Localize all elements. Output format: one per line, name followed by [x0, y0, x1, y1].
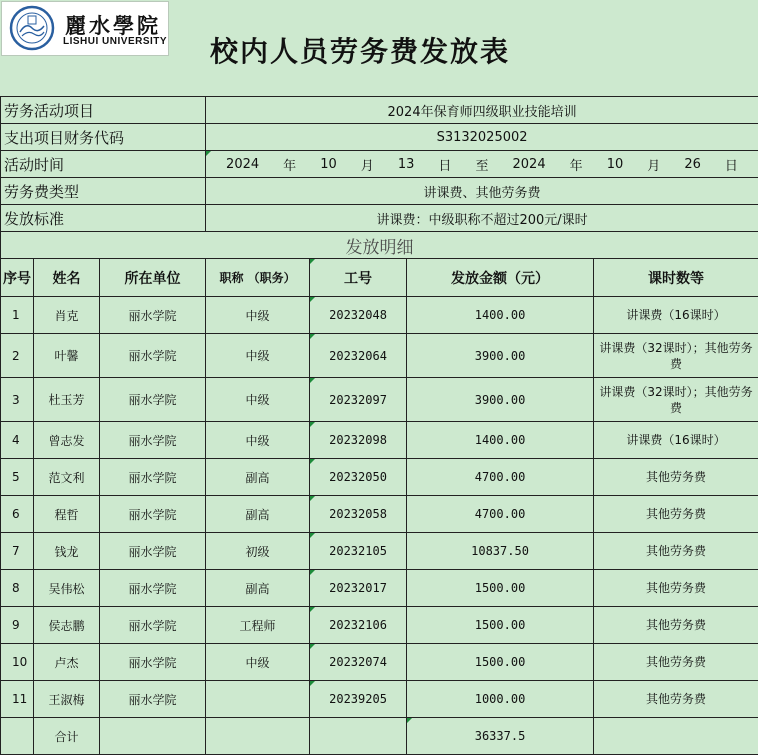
row-hours: 其他劳务费 [594, 681, 758, 718]
table-header-row [1, 259, 758, 297]
row-amount: 10837.50 [407, 533, 594, 570]
row-name: 卢杰 [34, 644, 100, 681]
col-unit: 所在单位 [100, 259, 206, 297]
row-seq: 6 [1, 496, 34, 533]
row-unit: 丽水学院 [100, 334, 206, 378]
total-row [1, 718, 758, 755]
university-logo [1, 1, 169, 56]
table-row [1, 681, 758, 718]
row-title: 中级 [206, 378, 310, 422]
row-unit: 丽水学院 [100, 378, 206, 422]
row-unit: 丽水学院 [100, 533, 206, 570]
row-title: 中级 [206, 297, 310, 334]
row-amount: 4700.00 [407, 459, 594, 496]
row-name: 杜玉芳 [34, 378, 100, 422]
row-id: 20232050 [310, 459, 407, 496]
payment-table [0, 96, 758, 755]
row-hours: 讲课费（16课时） [594, 422, 758, 459]
row-unit: 丽水学院 [100, 496, 206, 533]
row-title: 副高 [206, 459, 310, 496]
row-id: 20232097 [310, 378, 407, 422]
row-seq: 2 [1, 334, 34, 378]
total-label: 合计 [34, 718, 100, 755]
section-title: 发放明细 [1, 232, 758, 259]
project-label: 劳务活动项目 [1, 97, 206, 124]
header [0, 0, 758, 96]
start-year: 2024 [226, 157, 259, 172]
info-row-project [1, 97, 758, 124]
end-day: 26 [684, 157, 701, 172]
col-seq: 序号 [1, 259, 34, 297]
row-name: 吴伟松 [34, 570, 100, 607]
row-amount: 1500.00 [407, 644, 594, 681]
row-unit: 丽水学院 [100, 570, 206, 607]
row-hours: 讲课费（16课时） [594, 297, 758, 334]
row-id: 20232074 [310, 644, 407, 681]
row-title: 副高 [206, 496, 310, 533]
university-seal-icon [6, 4, 62, 54]
row-amount: 3900.00 [407, 378, 594, 422]
data-rows [1, 297, 758, 718]
total-blank [206, 718, 310, 755]
section-row [1, 232, 758, 259]
type-label: 劳务费类型 [1, 178, 206, 205]
table-row [1, 459, 758, 496]
month-unit: 月 [647, 155, 660, 174]
to-text: 至 [475, 155, 488, 174]
table-row [1, 334, 758, 378]
row-id: 20232106 [310, 607, 407, 644]
row-id: 20232064 [310, 334, 407, 378]
row-id: 20239205 [310, 681, 407, 718]
total-amount: 36337.5 [407, 718, 594, 755]
row-hours: 其他劳务费 [594, 533, 758, 570]
code-label: 支出项目财务代码 [1, 124, 206, 151]
row-name: 钱龙 [34, 533, 100, 570]
day-unit: 日 [438, 155, 451, 174]
row-amount: 1500.00 [407, 607, 594, 644]
code-value: S3132025002 [206, 124, 758, 151]
row-name: 侯志鹏 [34, 607, 100, 644]
start-day: 13 [398, 157, 415, 172]
row-seq: 11 [1, 681, 34, 718]
row-amount: 1500.00 [407, 570, 594, 607]
col-name: 姓名 [34, 259, 100, 297]
row-hours: 其他劳务费 [594, 570, 758, 607]
table-row [1, 533, 758, 570]
row-seq: 1 [1, 297, 34, 334]
page-title: 校内人员劳务费发放表 [210, 30, 510, 70]
row-hours: 其他劳务费 [594, 459, 758, 496]
start-month: 10 [320, 157, 337, 172]
row-id: 20232105 [310, 533, 407, 570]
table-row [1, 422, 758, 459]
row-seq: 4 [1, 422, 34, 459]
col-amount: 发放金额（元） [407, 259, 594, 297]
end-year: 2024 [513, 157, 546, 172]
row-name: 范文利 [34, 459, 100, 496]
row-unit: 丽水学院 [100, 422, 206, 459]
row-unit: 丽水学院 [100, 459, 206, 496]
row-amount: 1400.00 [407, 422, 594, 459]
info-row-time [1, 151, 758, 178]
row-hours: 其他劳务费 [594, 496, 758, 533]
end-month: 10 [607, 157, 624, 172]
project-value: 2024年保育师四级职业技能培训 [206, 97, 758, 124]
col-id: 工号 [310, 259, 407, 297]
row-title: 中级 [206, 644, 310, 681]
row-hours: 讲课费（32课时）；其他劳务费 [594, 334, 758, 378]
row-title [206, 681, 310, 718]
row-seq: 3 [1, 378, 34, 422]
row-title: 工程师 [206, 607, 310, 644]
row-unit: 丽水学院 [100, 607, 206, 644]
year-unit: 年 [283, 155, 296, 174]
row-unit: 丽水学院 [100, 297, 206, 334]
row-name: 程哲 [34, 496, 100, 533]
total-blank [1, 718, 34, 755]
table-row [1, 378, 758, 422]
row-hours: 讲课费（32课时）；其他劳务费 [594, 378, 758, 422]
row-hours: 其他劳务费 [594, 644, 758, 681]
logo-subtitle: LISHUI UNIVERSITY [63, 36, 167, 47]
table-row [1, 570, 758, 607]
row-seq: 5 [1, 459, 34, 496]
year-unit: 年 [570, 155, 583, 174]
info-row-code [1, 124, 758, 151]
activity-time [206, 151, 758, 178]
row-id: 20232017 [310, 570, 407, 607]
table-row [1, 644, 758, 681]
row-name: 王淑梅 [34, 681, 100, 718]
row-seq: 10 [1, 644, 34, 681]
row-unit: 丽水学院 [100, 644, 206, 681]
row-id: 20232058 [310, 496, 407, 533]
row-seq: 9 [1, 607, 34, 644]
row-seq: 8 [1, 570, 34, 607]
table-row [1, 297, 758, 334]
info-row-standard [1, 205, 758, 232]
total-blank [100, 718, 206, 755]
logo-name: 麗水學院 [65, 10, 161, 40]
total-blank [594, 718, 758, 755]
row-id: 20232048 [310, 297, 407, 334]
total-blank [310, 718, 407, 755]
row-id: 20232098 [310, 422, 407, 459]
row-title: 初级 [206, 533, 310, 570]
row-name: 曾志发 [34, 422, 100, 459]
row-name: 叶馨 [34, 334, 100, 378]
row-title: 副高 [206, 570, 310, 607]
col-title: 职称 （职务） [206, 259, 310, 297]
standard-label: 发放标准 [1, 205, 206, 232]
standard-value: 讲课费：中级职称不超过200元/课时 [206, 205, 758, 232]
row-amount: 4700.00 [407, 496, 594, 533]
table-row [1, 496, 758, 533]
month-unit: 月 [361, 155, 374, 174]
col-hours: 课时数等 [594, 259, 758, 297]
row-amount: 1400.00 [407, 297, 594, 334]
row-hours: 其他劳务费 [594, 607, 758, 644]
row-title: 中级 [206, 422, 310, 459]
time-label: 活动时间 [1, 151, 206, 178]
info-row-type [1, 178, 758, 205]
table-row [1, 607, 758, 644]
row-unit: 丽水学院 [100, 681, 206, 718]
type-value: 讲课费、其他劳务费 [206, 178, 758, 205]
row-amount: 1000.00 [407, 681, 594, 718]
row-title: 中级 [206, 334, 310, 378]
row-amount: 3900.00 [407, 334, 594, 378]
row-name: 肖克 [34, 297, 100, 334]
row-seq: 7 [1, 533, 34, 570]
day-unit: 日 [725, 155, 738, 174]
